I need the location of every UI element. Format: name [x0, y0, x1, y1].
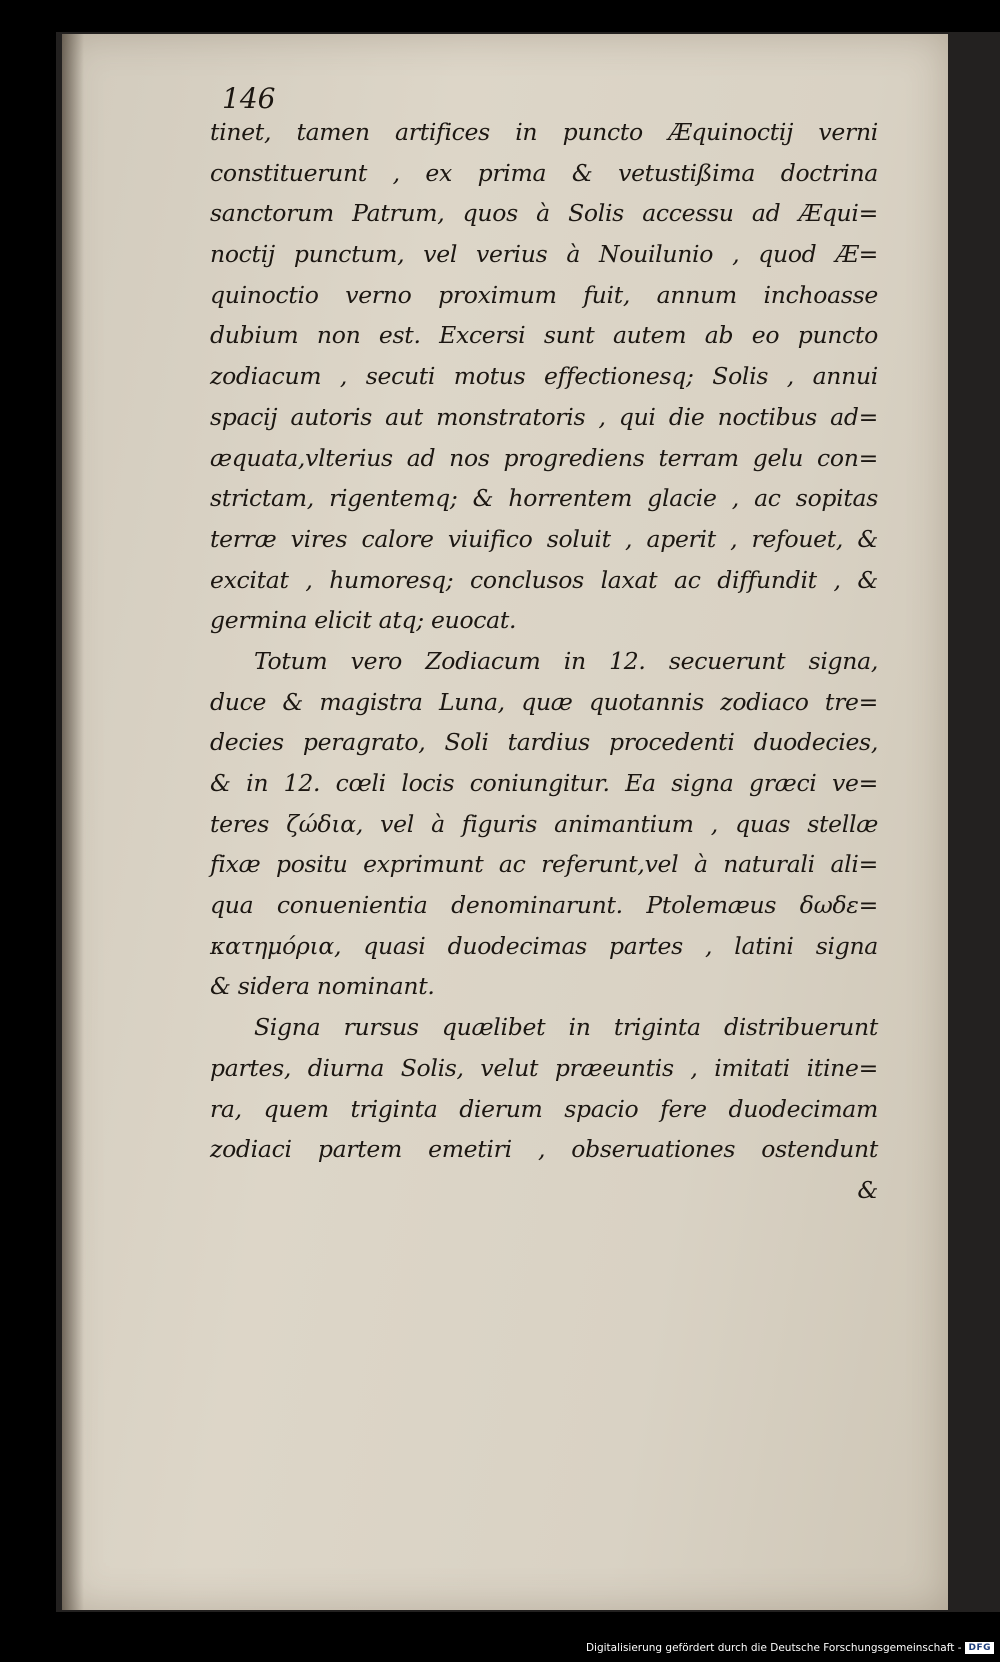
text-line: partes, diurna Solis, velut præeuntis , imitati itine=: [210, 1053, 878, 1082]
text-line: fixæ positu exprimunt ac referunt,vel à naturali ali=: [210, 850, 878, 879]
text-line: constituerunt , ex prima & vetustißima doctrina: [210, 158, 878, 187]
text-line: zodiaci partem emetiri , obseruationes ostendunt: [210, 1135, 878, 1164]
text-line: Totum vero Zodiacum in 12. secuerunt signa,: [254, 646, 878, 675]
text-line: spacij autoris aut monstratoris , qui die noctibus ad=: [210, 402, 878, 431]
dfg-logo-icon: DFG: [965, 1642, 994, 1654]
catchword: &: [857, 1175, 878, 1204]
credit-text: Digitalisierung gefördert durch die Deutsche Forschungsgemeinschaft -: [585, 1642, 962, 1654]
text-line: κατημόρια, quasi duodecimas partes , latini signa: [210, 931, 878, 960]
spine-shadow: [62, 34, 84, 1610]
text-line: Signa rursus quælibet in triginta distribuerunt: [254, 1013, 878, 1042]
text-line: æquata,vlterius ad nos progrediens terram gelu con=: [210, 443, 878, 472]
text-line: & sidera nominant.: [210, 972, 435, 1001]
text-line: terræ vires calore viuifico soluit , aperit , refouet, &: [210, 524, 878, 553]
text-line: noctij punctum, vel verius à Nouilunio , quod Æ=: [210, 240, 878, 269]
digitization-credit: [586, 1642, 994, 1654]
page-number: 146: [222, 82, 276, 115]
text-line: & in 12. cœli locis coniungitur. Ea signa græci ve=: [210, 769, 878, 797]
body-text: [210, 112, 878, 1211]
text-line: dubium non est. Excersi sunt autem ab eo puncto: [210, 321, 878, 350]
text-line: ra, quem triginta dierum spacio fere duodecimam: [210, 1094, 878, 1123]
text-line: decies peragrato, Soli tardius procedenti duodecies,: [210, 728, 878, 757]
text-line: sanctorum Patrum, quos à Solis accessu ad Æqui=: [210, 199, 878, 228]
text-line: qua conuenientia denominarunt. Ptolemæus δωδε=: [210, 891, 878, 920]
text-line: zodiacum , secuti motus effectionesq; Solis , annui: [210, 362, 878, 391]
text-line: duce & magistra Luna, quæ quotannis zodiaco tre=: [210, 687, 878, 716]
text-line: strictam, rigentemq; & horrentem glacie , ac sopitas: [210, 484, 878, 513]
text-line: tinet, tamen artifices in puncto Æquinoctij verni: [210, 118, 878, 146]
text-line: teres ζώδια, vel à figuris animantium , quas stellæ: [210, 809, 878, 838]
text-line: excitat , humoresq; conclusos laxat ac diffundit , &: [210, 565, 878, 594]
text-line: germina elicit atq; euocat.: [210, 606, 517, 635]
text-line: quinoctio verno proximum fuit, annum inchoasse: [210, 280, 878, 309]
